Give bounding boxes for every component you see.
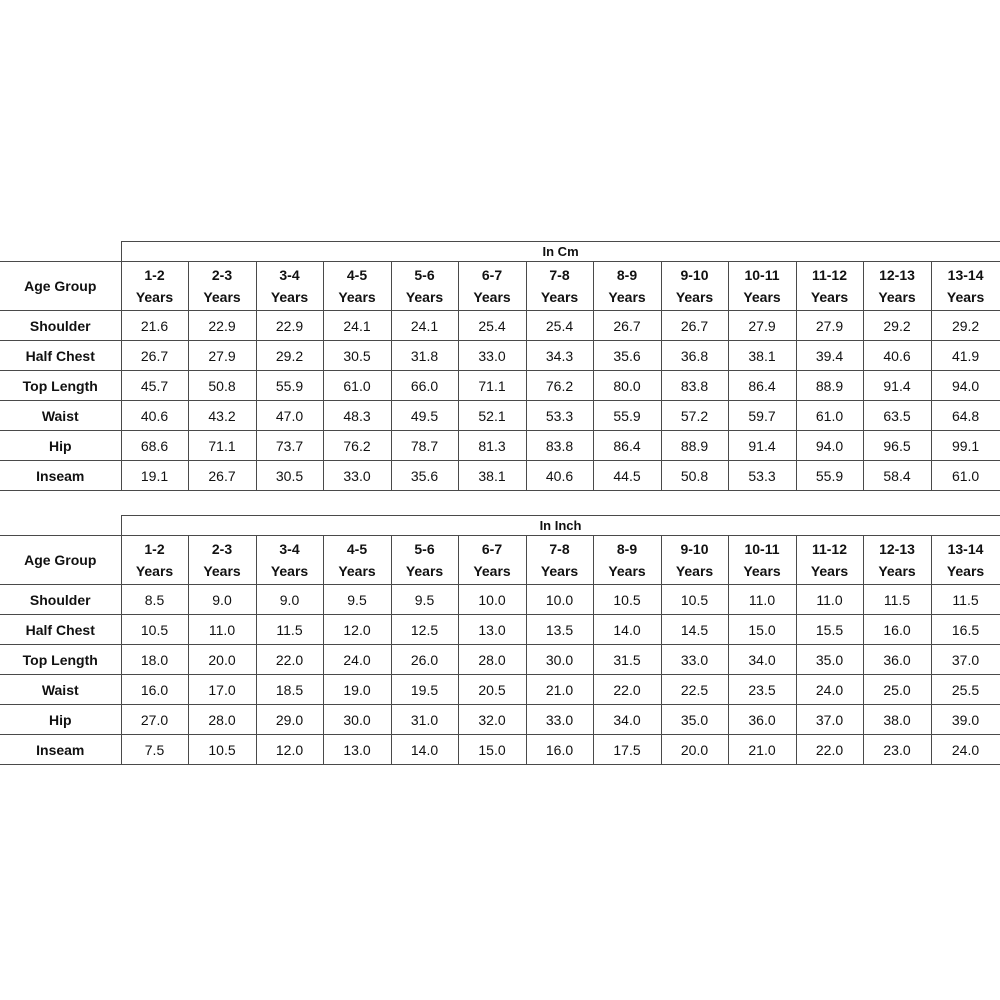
measurement-cell: 27.9: [796, 311, 863, 341]
table-caption: In Cm: [121, 242, 1000, 262]
measurement-cell: 10.0: [458, 585, 526, 615]
age-unit: Years: [473, 563, 511, 579]
measurement-cell: 40.6: [121, 401, 188, 431]
age-group-header: [863, 536, 931, 585]
age-group-header: [188, 262, 256, 311]
measurement-cell: 18.5: [256, 675, 323, 705]
measurement-cell: 64.8: [931, 401, 1000, 431]
age-range: 11-12: [811, 541, 848, 557]
table-row: [0, 341, 1000, 371]
measurement-cell: 35.6: [593, 341, 661, 371]
measurement-cell: 24.0: [796, 675, 863, 705]
measurement-cell: 37.0: [796, 705, 863, 735]
measurement-cell: 88.9: [661, 431, 728, 461]
age-group-header: [931, 262, 1000, 311]
measurement-cell: 22.5: [661, 675, 728, 705]
measurement-cell: 31.8: [391, 341, 458, 371]
age-unit: Years: [540, 289, 579, 305]
measurement-cell: 86.4: [728, 371, 796, 401]
row-label: Waist: [0, 401, 121, 431]
measurement-cell: 76.2: [526, 371, 593, 401]
age-unit: Years: [743, 563, 781, 579]
measurement-cell: 33.0: [458, 341, 526, 371]
age-group-header: [188, 536, 256, 585]
age-unit: Years: [405, 289, 444, 305]
measurement-cell: 52.1: [458, 401, 526, 431]
age-group-header: [593, 536, 661, 585]
measurement-cell: 22.0: [256, 645, 323, 675]
measurement-cell: 16.5: [931, 615, 1000, 645]
measurement-cell: 30.5: [256, 461, 323, 491]
measurement-cell: 19.0: [323, 675, 391, 705]
measurement-cell: 15.0: [458, 735, 526, 765]
measurement-cell: 16.0: [863, 615, 931, 645]
age-unit: Years: [270, 563, 309, 579]
measurement-cell: 7.5: [121, 735, 188, 765]
row-label: Inseam: [0, 461, 121, 491]
measurement-cell: 37.0: [931, 645, 1000, 675]
age-unit: Years: [675, 289, 714, 305]
measurement-cell: 26.7: [661, 311, 728, 341]
measurement-cell: 33.0: [661, 645, 728, 675]
measurement-cell: 49.5: [391, 401, 458, 431]
age-group-header: [796, 262, 863, 311]
age-unit: Years: [675, 563, 714, 579]
measurement-cell: 17.0: [188, 675, 256, 705]
measurement-cell: 94.0: [796, 431, 863, 461]
measurement-cell: 55.9: [593, 401, 661, 431]
age-range: 5-6: [414, 541, 435, 557]
age-unit: Years: [946, 289, 985, 305]
measurement-cell: 10.5: [661, 585, 728, 615]
measurement-cell: 61.0: [931, 461, 1000, 491]
age-range: 4-5: [346, 267, 368, 283]
measurement-cell: 59.7: [728, 401, 796, 431]
measurement-cell: 50.8: [188, 371, 256, 401]
age-group-header: [256, 536, 323, 585]
measurement-cell: 11.0: [796, 585, 863, 615]
age-range: 9-10: [680, 541, 709, 557]
measurement-cell: 40.6: [526, 461, 593, 491]
measurement-cell: 39.4: [796, 341, 863, 371]
measurement-cell: 11.0: [728, 585, 796, 615]
measurement-cell: 36.8: [661, 341, 728, 371]
age-group-label: Age Group: [0, 536, 121, 585]
measurement-cell: 28.0: [188, 705, 256, 735]
table-row: [0, 675, 1000, 705]
age-range: 2-3: [211, 267, 233, 283]
measurement-cell: 33.0: [323, 461, 391, 491]
age-group-header: [526, 262, 593, 311]
age-unit: Years: [338, 563, 376, 579]
age-unit: Years: [405, 563, 444, 579]
age-group-header: [661, 262, 728, 311]
age-unit: Years: [878, 563, 916, 579]
measurement-cell: 71.1: [458, 371, 526, 401]
header-row: [0, 262, 1000, 311]
measurement-cell: 81.3: [458, 431, 526, 461]
measurement-cell: 27.9: [728, 311, 796, 341]
row-label: Waist: [0, 675, 121, 705]
age-group-header: [121, 262, 188, 311]
measurement-cell: 83.8: [526, 431, 593, 461]
age-group-header: [931, 536, 1000, 585]
measurement-cell: 94.0: [931, 371, 1000, 401]
measurement-cell: 29.2: [256, 341, 323, 371]
age-group-label: Age Group: [0, 262, 121, 311]
measurement-cell: 18.0: [121, 645, 188, 675]
measurement-cell: 45.7: [121, 371, 188, 401]
age-group-header: [728, 536, 796, 585]
measurement-cell: 66.0: [391, 371, 458, 401]
age-range: 8-9: [616, 541, 638, 557]
age-unit: Years: [608, 289, 646, 305]
age-range: 3-4: [279, 541, 300, 557]
row-label: Inseam: [0, 735, 121, 765]
measurement-cell: 76.2: [323, 431, 391, 461]
measurement-cell: 26.7: [188, 461, 256, 491]
measurement-cell: 25.0: [863, 675, 931, 705]
age-range: 8-9: [616, 267, 638, 283]
measurement-cell: 10.5: [593, 585, 661, 615]
measurement-cell: 29.0: [256, 705, 323, 735]
measurement-cell: 16.0: [121, 675, 188, 705]
measurement-cell: 50.8: [661, 461, 728, 491]
age-range: 1-2: [144, 267, 165, 283]
measurement-cell: 53.3: [728, 461, 796, 491]
measurement-cell: 10.5: [188, 735, 256, 765]
measurement-cell: 14.5: [661, 615, 728, 645]
age-unit: Years: [810, 563, 849, 579]
measurement-cell: 21.0: [728, 735, 796, 765]
measurement-cell: 30.0: [526, 645, 593, 675]
measurement-cell: 36.0: [728, 705, 796, 735]
row-label: Top Length: [0, 371, 121, 401]
age-group-header: [526, 536, 593, 585]
measurement-cell: 19.1: [121, 461, 188, 491]
measurement-cell: 23.5: [728, 675, 796, 705]
measurement-cell: 9.0: [256, 585, 323, 615]
measurement-cell: 57.2: [661, 401, 728, 431]
age-group-header: [661, 536, 728, 585]
measurement-cell: 9.0: [188, 585, 256, 615]
measurement-cell: 24.0: [931, 735, 1000, 765]
row-label: Top Length: [0, 645, 121, 675]
measurement-cell: 61.0: [323, 371, 391, 401]
measurement-cell: 38.1: [458, 461, 526, 491]
measurement-cell: 73.7: [256, 431, 323, 461]
measurement-cell: 21.6: [121, 311, 188, 341]
measurement-cell: 25.4: [458, 311, 526, 341]
measurement-cell: 9.5: [391, 585, 458, 615]
measurement-cell: 80.0: [593, 371, 661, 401]
age-range: 5-6: [414, 267, 435, 283]
measurement-cell: 22.9: [188, 311, 256, 341]
measurement-cell: 17.5: [593, 735, 661, 765]
table-row: [0, 371, 1000, 401]
measurement-cell: 38.0: [863, 705, 931, 735]
measurement-cell: 11.5: [863, 585, 931, 615]
measurement-cell: 43.2: [188, 401, 256, 431]
measurement-cell: 86.4: [593, 431, 661, 461]
row-label: Half Chest: [0, 615, 121, 645]
measurement-cell: 24.0: [323, 645, 391, 675]
measurement-cell: 10.5: [121, 615, 188, 645]
age-range: 12-13: [879, 267, 915, 283]
age-range: 6-7: [481, 267, 503, 283]
measurement-cell: 22.0: [593, 675, 661, 705]
measurement-cell: 14.0: [593, 615, 661, 645]
measurement-cell: 12.5: [391, 615, 458, 645]
measurement-cell: 91.4: [863, 371, 931, 401]
age-group-header: [323, 262, 391, 311]
measurement-cell: 63.5: [863, 401, 931, 431]
measurement-cell: 78.7: [391, 431, 458, 461]
measurement-cell: 11.5: [256, 615, 323, 645]
age-group-header: [796, 536, 863, 585]
measurement-cell: 26.0: [391, 645, 458, 675]
measurement-cell: 29.2: [931, 311, 1000, 341]
measurement-cell: 19.5: [391, 675, 458, 705]
table-caption: In Inch: [121, 516, 1000, 536]
measurement-cell: 22.0: [796, 735, 863, 765]
measurement-cell: 61.0: [796, 401, 863, 431]
measurement-cell: 28.0: [458, 645, 526, 675]
measurement-cell: 36.0: [863, 645, 931, 675]
measurement-cell: 41.9: [931, 341, 1000, 371]
measurement-cell: 24.1: [391, 311, 458, 341]
age-unit: Years: [270, 289, 309, 305]
measurement-cell: 30.0: [323, 705, 391, 735]
measurement-cell: 26.7: [121, 341, 188, 371]
measurement-cell: 68.6: [121, 431, 188, 461]
measurement-cell: 25.5: [931, 675, 1000, 705]
age-range: 10-11: [744, 267, 780, 283]
age-unit: Years: [946, 563, 985, 579]
age-group-header: [593, 262, 661, 311]
age-group-header: [458, 262, 526, 311]
measurement-cell: 24.1: [323, 311, 391, 341]
measurement-cell: 34.3: [526, 341, 593, 371]
measurement-cell: 30.5: [323, 341, 391, 371]
age-unit: Years: [608, 563, 646, 579]
age-unit: Years: [878, 289, 916, 305]
row-label: Hip: [0, 705, 121, 735]
row-label: Hip: [0, 431, 121, 461]
age-group-header: [121, 536, 188, 585]
measurement-cell: 15.5: [796, 615, 863, 645]
header-row: [0, 536, 1000, 585]
age-group-header: [391, 536, 458, 585]
age-range: 10-11: [744, 541, 780, 557]
measurement-cell: 35.0: [796, 645, 863, 675]
measurement-cell: 34.0: [728, 645, 796, 675]
table-row: [0, 705, 1000, 735]
corner-cell: [0, 242, 121, 262]
measurement-cell: 23.0: [863, 735, 931, 765]
table-row: [0, 645, 1000, 675]
age-group-header: [391, 262, 458, 311]
row-label: Shoulder: [0, 585, 121, 615]
age-group-header: [863, 262, 931, 311]
measurement-cell: 96.5: [863, 431, 931, 461]
age-unit: Years: [743, 289, 781, 305]
measurement-cell: 20.0: [188, 645, 256, 675]
table-row: [0, 401, 1000, 431]
measurement-cell: 9.5: [323, 585, 391, 615]
measurement-cell: 11.0: [188, 615, 256, 645]
measurement-cell: 31.0: [391, 705, 458, 735]
measurement-cell: 58.4: [863, 461, 931, 491]
measurement-cell: 10.0: [526, 585, 593, 615]
size-table-inch: [0, 515, 1000, 765]
measurement-cell: 35.0: [661, 705, 728, 735]
measurement-cell: 20.5: [458, 675, 526, 705]
age-unit: Years: [473, 289, 511, 305]
age-range: 3-4: [279, 267, 300, 283]
measurement-cell: 13.0: [458, 615, 526, 645]
measurement-cell: 47.0: [256, 401, 323, 431]
measurement-cell: 20.0: [661, 735, 728, 765]
measurement-cell: 38.1: [728, 341, 796, 371]
measurement-cell: 32.0: [458, 705, 526, 735]
age-range: 1-2: [144, 541, 165, 557]
age-unit: Years: [810, 289, 849, 305]
measurement-cell: 12.0: [323, 615, 391, 645]
measurement-cell: 8.5: [121, 585, 188, 615]
age-unit: Years: [540, 563, 579, 579]
table-row: [0, 431, 1000, 461]
measurement-cell: 40.6: [863, 341, 931, 371]
measurement-cell: 25.4: [526, 311, 593, 341]
measurement-cell: 99.1: [931, 431, 1000, 461]
measurement-cell: 29.2: [863, 311, 931, 341]
measurement-cell: 91.4: [728, 431, 796, 461]
measurement-cell: 39.0: [931, 705, 1000, 735]
age-range: 6-7: [481, 541, 503, 557]
table-row: [0, 585, 1000, 615]
table-row: [0, 311, 1000, 341]
measurement-cell: 83.8: [661, 371, 728, 401]
measurement-cell: 13.0: [323, 735, 391, 765]
measurement-cell: 26.7: [593, 311, 661, 341]
age-range: 7-8: [549, 541, 570, 557]
measurement-cell: 11.5: [931, 585, 1000, 615]
measurement-cell: 12.0: [256, 735, 323, 765]
age-range: 13-14: [947, 267, 984, 283]
corner-cell: [0, 516, 121, 536]
age-range: 13-14: [947, 541, 984, 557]
table-row: [0, 461, 1000, 491]
measurement-cell: 13.5: [526, 615, 593, 645]
measurement-cell: 88.9: [796, 371, 863, 401]
age-range: 7-8: [549, 267, 570, 283]
table-row: [0, 735, 1000, 765]
age-unit: Years: [203, 563, 241, 579]
age-range: 11-12: [811, 267, 848, 283]
measurement-cell: 15.0: [728, 615, 796, 645]
measurement-cell: 44.5: [593, 461, 661, 491]
measurement-cell: 33.0: [526, 705, 593, 735]
age-group-header: [256, 262, 323, 311]
measurement-cell: 31.5: [593, 645, 661, 675]
age-range: 4-5: [346, 541, 368, 557]
row-label: Shoulder: [0, 311, 121, 341]
measurement-cell: 27.9: [188, 341, 256, 371]
age-group-header: [458, 536, 526, 585]
size-table-cm: [0, 241, 1000, 491]
row-label: Half Chest: [0, 341, 121, 371]
age-range: 2-3: [211, 541, 233, 557]
measurement-cell: 16.0: [526, 735, 593, 765]
table-row: [0, 615, 1000, 645]
age-group-header: [323, 536, 391, 585]
measurement-cell: 71.1: [188, 431, 256, 461]
age-range: 9-10: [680, 267, 709, 283]
measurement-cell: 35.6: [391, 461, 458, 491]
age-unit: Years: [338, 289, 376, 305]
measurement-cell: 53.3: [526, 401, 593, 431]
age-range: 12-13: [879, 541, 915, 557]
age-unit: Years: [135, 289, 174, 305]
measurement-cell: 22.9: [256, 311, 323, 341]
measurement-cell: 48.3: [323, 401, 391, 431]
measurement-cell: 34.0: [593, 705, 661, 735]
age-group-header: [728, 262, 796, 311]
measurement-cell: 55.9: [796, 461, 863, 491]
measurement-cell: 14.0: [391, 735, 458, 765]
age-unit: Years: [135, 563, 174, 579]
measurement-cell: 27.0: [121, 705, 188, 735]
age-unit: Years: [203, 289, 241, 305]
measurement-cell: 21.0: [526, 675, 593, 705]
measurement-cell: 55.9: [256, 371, 323, 401]
